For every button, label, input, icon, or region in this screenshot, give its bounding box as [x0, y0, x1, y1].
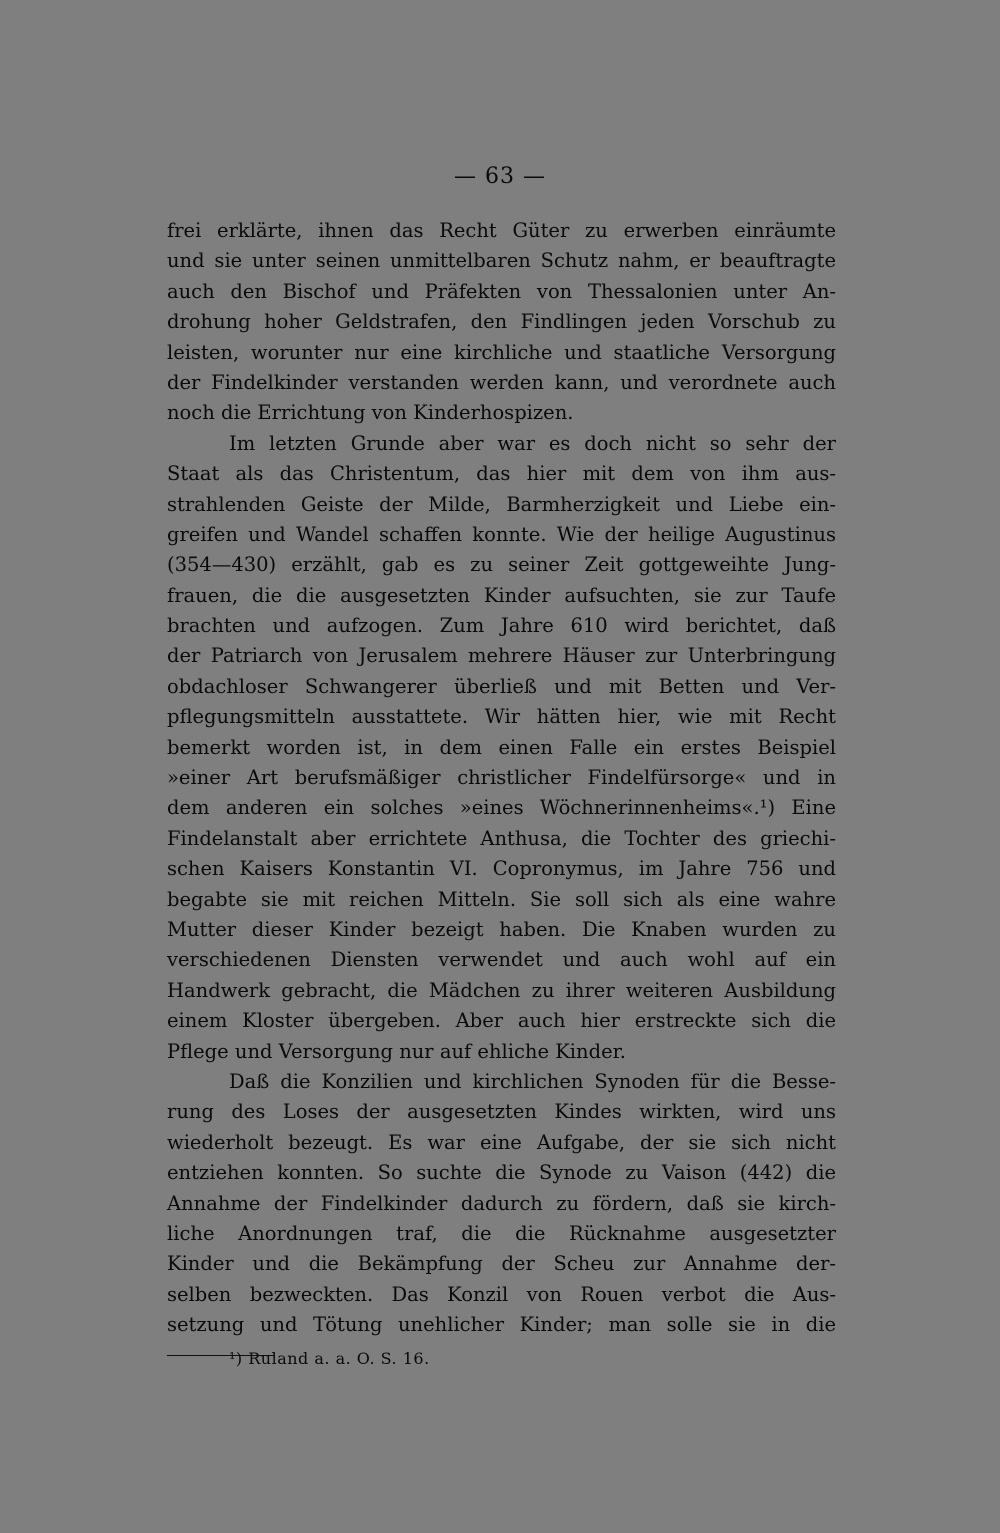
text-line: der Findelkinder verstanden werden kann, und verordnete auch [167, 370, 836, 394]
text-line: bemerkt worden ist, in dem einen Falle ein erstes Beispiel [167, 735, 836, 759]
text-line: greifen und Wandel schaffen konnte. Wie der heilige Augustinus [167, 522, 836, 546]
text-line: Im letzten Grunde aber war es doch nicht so sehr der [229, 431, 836, 455]
text-line: begabte sie mit reichen Mitteln. Sie soll sich als eine wahre [167, 887, 836, 911]
text-line: wiederholt bezeugt. Es war eine Aufgabe, der sie sich nicht [167, 1130, 836, 1154]
text-line: obdachloser Schwangerer überließ und mit Betten und Ver- [167, 674, 836, 698]
text-line: Daß die Konzilien und kirchlichen Synoden für die Besse- [229, 1069, 836, 1093]
text-line: selben bezweckten. Das Konzil von Rouen verbot die Aus- [167, 1282, 836, 1306]
text-line: strahlenden Geiste der Milde, Barmherzigkeit und Liebe ein- [167, 492, 836, 516]
text-line: Kinder und die Bekämpfung der Scheu zur Annahme der- [167, 1252, 836, 1276]
text-line: frei erklärte, ihnen das Recht Güter zu erwerben einräumte [167, 219, 836, 242]
text-line: und sie unter seinen unmittelbaren Schutz nahm, er beauftragte [167, 249, 836, 273]
text-line: »einer Art berufsmäßiger christlicher Findelfürsorge« und in [167, 766, 836, 790]
text-line: der Patriarch von Jerusalem mehrere Häuser zur Unterbringung [167, 644, 836, 668]
text-line: schen Kaisers Konstantin VI. Copronymus, im Jahre 756 und [167, 857, 836, 881]
page-number: — 63 — [454, 164, 546, 189]
text-line: Handwerk gebracht, die Mädchen zu ihrer weiteren Ausbildung [167, 978, 836, 1002]
text-line: Annahme der Findelkinder dadurch zu fördern, daß sie kirch- [167, 1191, 836, 1215]
text-line: Mutter dieser Kinder bezeigt haben. Die Knaben wurden zu [167, 917, 836, 941]
text-line: liche Anordnungen traf, die die Rücknahme ausgesetzter [167, 1221, 836, 1245]
text-line: pflegungsmitteln ausstattete. Wir hätten hier, wie mit Recht [167, 705, 836, 729]
text-line: Pflege und Versorgung nur auf ehliche Kinder. [167, 1039, 626, 1063]
text-line: noch die Errichtung von Kinderhospizen. [167, 401, 574, 425]
text-line: (354—430) erzählt, gab es zu seiner Zeit gottgeweihte Jung- [167, 553, 836, 577]
text-line: Findelanstalt aber errichtete Anthusa, die Tochter des griechi- [167, 826, 836, 850]
text-line: Staat als das Christentum, das hier mit dem von ihm aus- [167, 462, 836, 486]
text-line: entziehen konnten. So suchte die Synode zu Vaison (442) die [167, 1161, 836, 1185]
text-line: dem anderen ein solches »eines Wöchnerinnenheims«.¹) Eine [167, 796, 836, 820]
footnote: ¹) Ruland a. a. O. S. 16. [229, 1349, 430, 1368]
text-line: verschiedenen Diensten verwendet und auch wohl auf ein [167, 948, 836, 972]
text-line: rung des Loses der ausgesetzten Kindes wirkten, wird uns [167, 1100, 836, 1124]
body-text [167, 216, 836, 1340]
text-line: auch den Bischof und Präfekten von Thessalonien unter An- [167, 279, 836, 303]
text-line: drohung hoher Geldstrafen, den Findlingen jeden Vorschub zu [167, 310, 836, 334]
text-line: frauen, die die ausgesetzten Kinder aufsuchten, sie zur Taufe [167, 583, 836, 607]
text-line: setzung und Tötung unehlicher Kinder; man solle sie in die [167, 1313, 836, 1337]
text-line: einem Kloster übergeben. Aber auch hier erstreckte sich die [167, 1009, 836, 1033]
text-line: brachten und aufzogen. Zum Jahre 610 wird berichtet, daß [167, 614, 836, 638]
text-line: leisten, worunter nur eine kirchliche und staatliche Versorgung [167, 340, 836, 364]
